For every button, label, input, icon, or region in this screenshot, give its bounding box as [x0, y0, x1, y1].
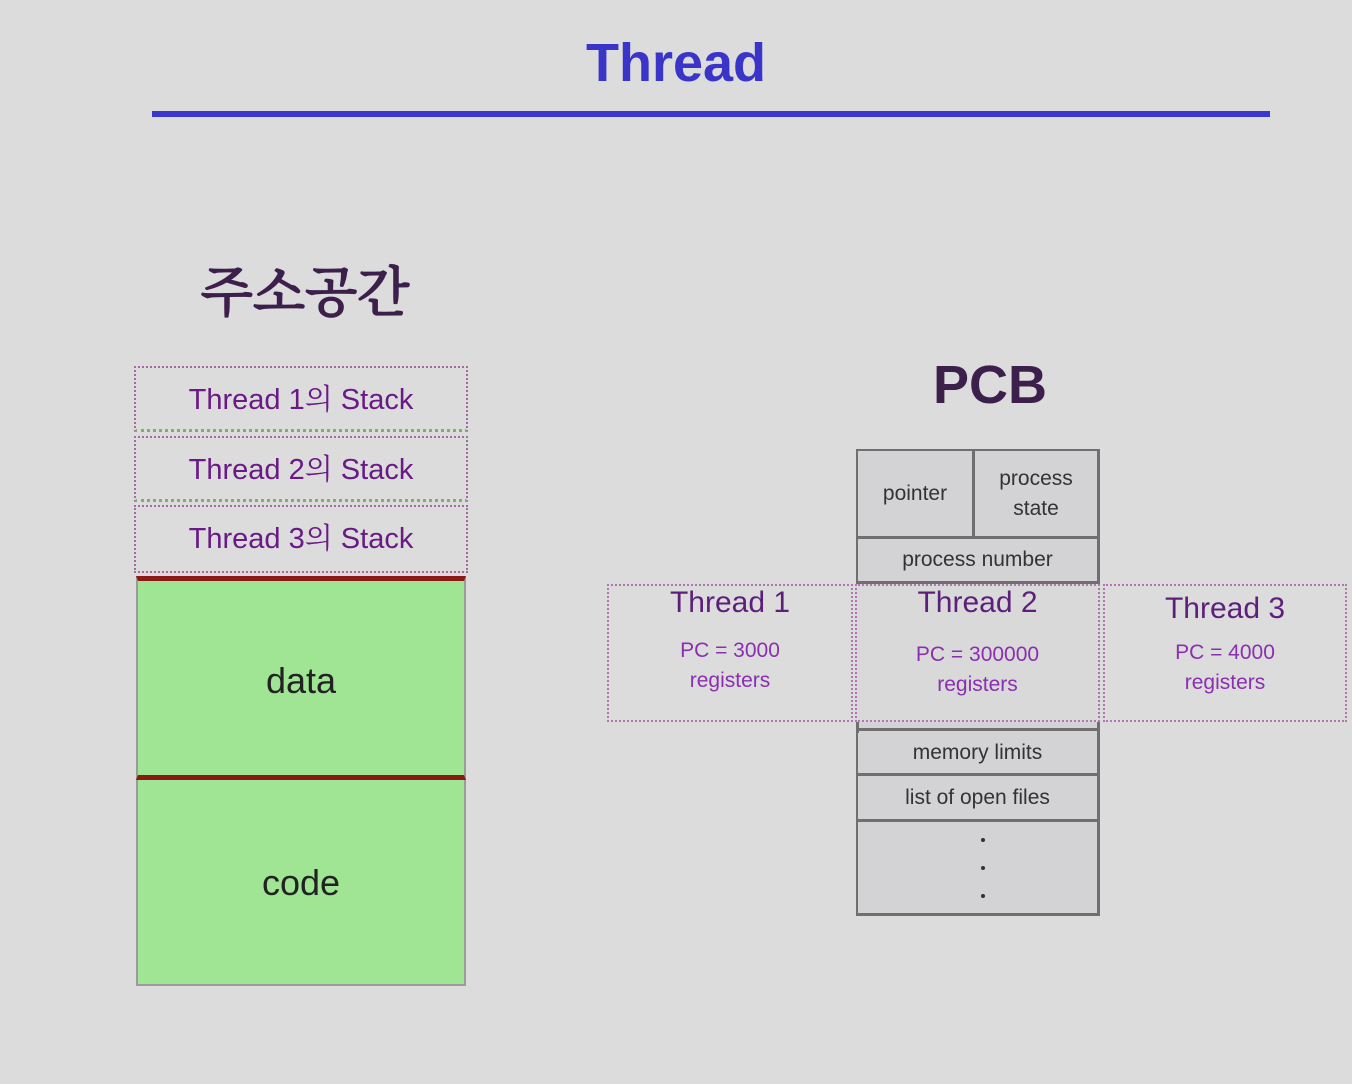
- thread-1-context: [607, 584, 853, 722]
- title-underline: [152, 111, 1270, 117]
- thread-2-stack: Thread 2의 Stack: [134, 436, 468, 502]
- pcb-divider: [858, 728, 1097, 731]
- pcb-process-state-cell: process state: [975, 451, 1097, 536]
- thread-3-registers: registers: [1184, 671, 1266, 694]
- thread-1-registers: registers: [689, 669, 771, 692]
- thread-2-pc: PC = 300000: [915, 643, 1040, 666]
- pcb-open-files-cell: list of open files: [858, 776, 1097, 819]
- pcb-memory-limits-cell: memory limits: [858, 733, 1097, 773]
- vertical-ellipsis-icon: [968, 838, 998, 898]
- pcb-heading: PCB: [932, 355, 1047, 415]
- code-segment: code: [136, 780, 466, 986]
- address-space-heading: 주소공간: [200, 261, 410, 324]
- thread-3-name: Thread 3: [1164, 592, 1286, 625]
- pcb-pointer-cell: pointer: [858, 451, 972, 536]
- slide-title: Thread: [585, 33, 767, 93]
- thread-1-stack: Thread 1의 Stack: [134, 366, 468, 432]
- thread-2-registers: registers: [937, 673, 1018, 696]
- pcb-process-number-cell: process number: [858, 539, 1097, 581]
- thread-1-pc: PC = 3000: [680, 639, 780, 662]
- thread-3-pc: PC = 4000: [1175, 641, 1275, 664]
- data-segment: data: [136, 576, 466, 780]
- thread-1-name: Thread 1: [669, 586, 791, 619]
- thread-2-context: [855, 584, 1100, 722]
- thread-3-stack: Thread 3의 Stack: [134, 505, 468, 573]
- thread-2-name: Thread 2: [917, 586, 1038, 619]
- thread-3-context: [1103, 584, 1347, 722]
